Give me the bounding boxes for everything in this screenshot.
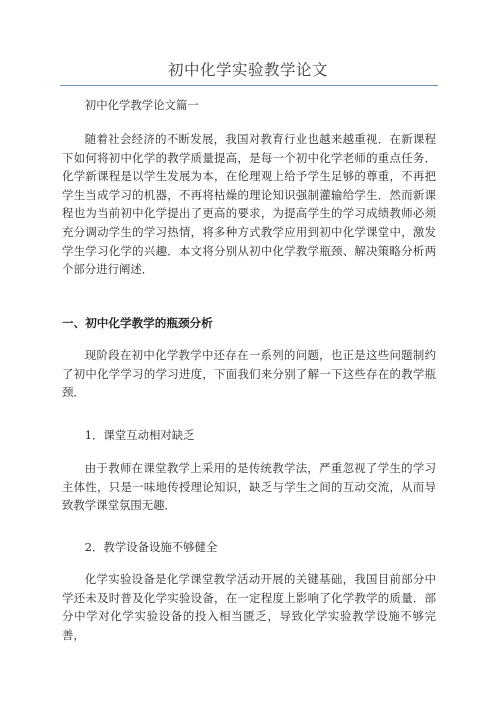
paragraph-intro: 随着社会经济的不断发展，我国对教育行业也越来越重视．在新课程下如何将初中化学的教学质量提高，是每一个初中化学老师的重点任务．化学新课程是以学生发展为本，在伦理观上给予学生足够的尊重，不再把学生当成学习的机器，不再将枯燥的理论知识强制灌输给学生．然而新课程也为当前初中化学提出了更高的要求，为提高学生的学习成绩教师必须充分调动学生的学习热情，将多种方式教学应用到初中化学课堂中，激发学生学习化学的兴趣．本文将分别从初中化学教学瓶颈、解决策略分析两个部分进行阐述． bbox=[62, 132, 436, 277]
title-divider bbox=[60, 85, 438, 86]
paragraph-equipment: 化学实验设备是化学课堂教学活动开展的关键基础，我国目前部分中学还未及时普及化学实验设备，在一定程度上影响了化学教学的质量．部分中学对化学实验设备的投入相当匮乏，导致化学实验教学设施不够完善， bbox=[62, 572, 436, 642]
section-heading-bottleneck: 一、初中化学教学的瓶颈分析 bbox=[62, 316, 213, 330]
subheading-interaction: 1．课堂互动相对缺乏 bbox=[84, 428, 195, 442]
article-subtitle: 初中化学教学论文篇一 bbox=[84, 98, 199, 112]
subheading-equipment: 2．教学设备设施不够健全 bbox=[84, 540, 218, 554]
document-title: 初中化学实验教学论文 bbox=[167, 61, 328, 79]
paragraph-interaction: 由于教师在课堂教学上采用的是传统教学法，严重忽视了学生的学习主体性，只是一味地传授理论知识，缺乏与学生之间的互动交流，从而导致教学课堂氛围无趣． bbox=[62, 461, 436, 513]
paragraph-bottleneck-intro: 现阶段在初中化学教学中还存在一系列的问题，也正是这些问题制约了初中化学学习的学习进度，下面我们来分别了解一下这些存在的教学瓶颈． bbox=[62, 348, 436, 400]
